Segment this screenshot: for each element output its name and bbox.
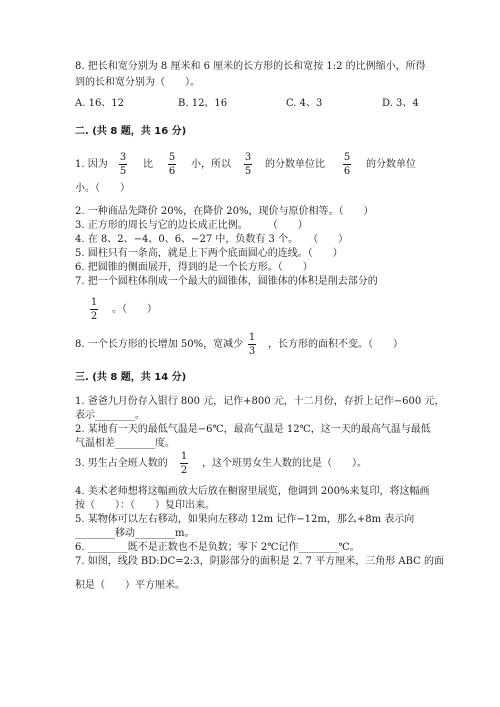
- s2-q6: 6. 把圆锥的侧面展开，得到的是一个长方形。（ ）: [75, 262, 313, 273]
- s2-q2: 2. 一种商品先降价 20%，在降价 20%，现价与原价相等。（ ）: [75, 206, 374, 217]
- s3-q1-line2: 表示________。: [75, 410, 145, 421]
- fraction-bar: [180, 463, 188, 464]
- s3-q6: 6. ________既不是正数也不是负数；零下 2℃记作________℃。: [75, 542, 360, 553]
- s3-q4-line2: 按（ ）：（ ）复印出来。: [75, 500, 215, 511]
- fraction-denominator: 6: [168, 166, 176, 177]
- s2-q7-fraction: [90, 297, 98, 322]
- s2-q1-suffix: 的分数单位: [366, 159, 416, 170]
- s2-q1-fraction-1: [119, 152, 127, 177]
- fraction-bar: [244, 164, 252, 165]
- fraction-bar: [168, 164, 176, 165]
- s2-q5: 5. 圆柱只有一条高，就是上下两个底面圆心的连线。（ ）: [75, 248, 343, 259]
- fraction-numerator: 1: [180, 451, 188, 462]
- q8-option-d: D. 3、4: [382, 98, 419, 109]
- fraction-denominator: 3: [248, 346, 256, 357]
- s3-q3-fraction: [180, 451, 188, 476]
- fraction-numerator: 1: [90, 297, 98, 308]
- s3-q5-line1: 5. 某物体可以左右移动，如果向左移动 12m 记作−12m，那么+8m 表示向: [75, 514, 415, 525]
- q8-option-b: B. 12、16: [178, 98, 228, 109]
- s2-q1-mid: 的分数单位比: [265, 159, 325, 170]
- fraction-bar: [90, 309, 98, 310]
- s3-q7-line1: 7. 如图，线段 BD:DC=2:3，阴影部分的面积是 2. 7 平方厘米，三角形 ABC 的面: [75, 556, 444, 567]
- s2-q8-fraction: [248, 332, 256, 357]
- fraction-numerator: 5: [343, 152, 351, 163]
- q8-line1: 8. 把长和宽分别为 8 厘米和 6 厘米的长方形的长和宽按 1:2 的比例缩小，所得: [75, 61, 426, 72]
- section2-title: 二. (共 8 题，共 16 分): [75, 126, 187, 137]
- s2-q1-prefix: 1. 因为: [75, 159, 108, 170]
- s2-q1-line2: 小。（ ）: [75, 183, 130, 194]
- fraction-denominator: 2: [180, 465, 188, 476]
- fraction-numerator: 3: [244, 152, 252, 163]
- s2-q3: 3. 正方形的周长与它的边长成正比例。 （ ）: [75, 220, 308, 231]
- s3-q7-line2: 积是（ ）平方厘米。: [75, 580, 185, 591]
- s2-q8-prefix: 8. 一个长方形的长增加 50%，宽减少: [75, 339, 244, 350]
- s2-q1-fraction-3: [244, 152, 252, 177]
- fraction-bar: [248, 344, 256, 345]
- s3-q2-line2: 气温相差________度。: [75, 438, 175, 449]
- s2-q1-bi: 比: [143, 159, 153, 170]
- fraction-denominator: 5: [244, 166, 252, 177]
- s2-q1-fraction-4: [343, 152, 351, 177]
- s2-q8-suffix: ，长方形的面积不变。（ ）: [268, 339, 403, 350]
- fraction-numerator: 3: [119, 152, 127, 163]
- s2-q1-fraction-2: [168, 152, 176, 177]
- q8-option-a: A. 16、12: [75, 98, 125, 109]
- s3-q3-prefix: 3. 男生占全班人数的: [75, 458, 168, 469]
- fraction-bar: [119, 164, 127, 165]
- s3-q2-line1: 2. 某地有一天的最低气温是−6℃，最高气温是 12℃，这一天的最高气温与最低: [75, 424, 431, 435]
- fraction-denominator: 2: [90, 311, 98, 322]
- section3-title: 三. (共 8 题，共 14 分): [75, 372, 187, 383]
- fraction-numerator: 1: [248, 332, 256, 343]
- fraction-bar: [343, 164, 351, 165]
- s2-q4: 4. 在 8、2、−4、0、6、−27 中，负数有 3 个。 （ ）: [75, 234, 349, 245]
- q8-line2: 到的长和宽分别为（ ）。: [75, 77, 200, 88]
- s3-q3-suffix: ，这个班男女生人数的比是（ ）。: [202, 458, 367, 469]
- s2-q7-suffix: 。（ ）: [112, 304, 157, 315]
- s3-q5-line2: ________移动________m。: [75, 528, 195, 539]
- s2-q7-line1: 7. 把一个圆柱体削成一个最大的圆锥体，圆锥体的体积是削去部分的: [75, 276, 378, 287]
- fraction-denominator: 6: [343, 166, 351, 177]
- q8-option-c: C. 4、3: [286, 98, 323, 109]
- fraction-denominator: 5: [119, 166, 127, 177]
- s3-q4-line1: 4. 美术老师想将这幅画放大后放在橱窗里展览，他调到 200%来复印，将这幅画: [75, 486, 430, 497]
- fraction-numerator: 5: [168, 152, 176, 163]
- s2-q1-xiao: 小，所以: [191, 159, 231, 170]
- s3-q1-line1: 1. 爸爸九月份存入银行 800 元，记作+800 元，十二月份，存折上记作−600 元，: [75, 396, 445, 407]
